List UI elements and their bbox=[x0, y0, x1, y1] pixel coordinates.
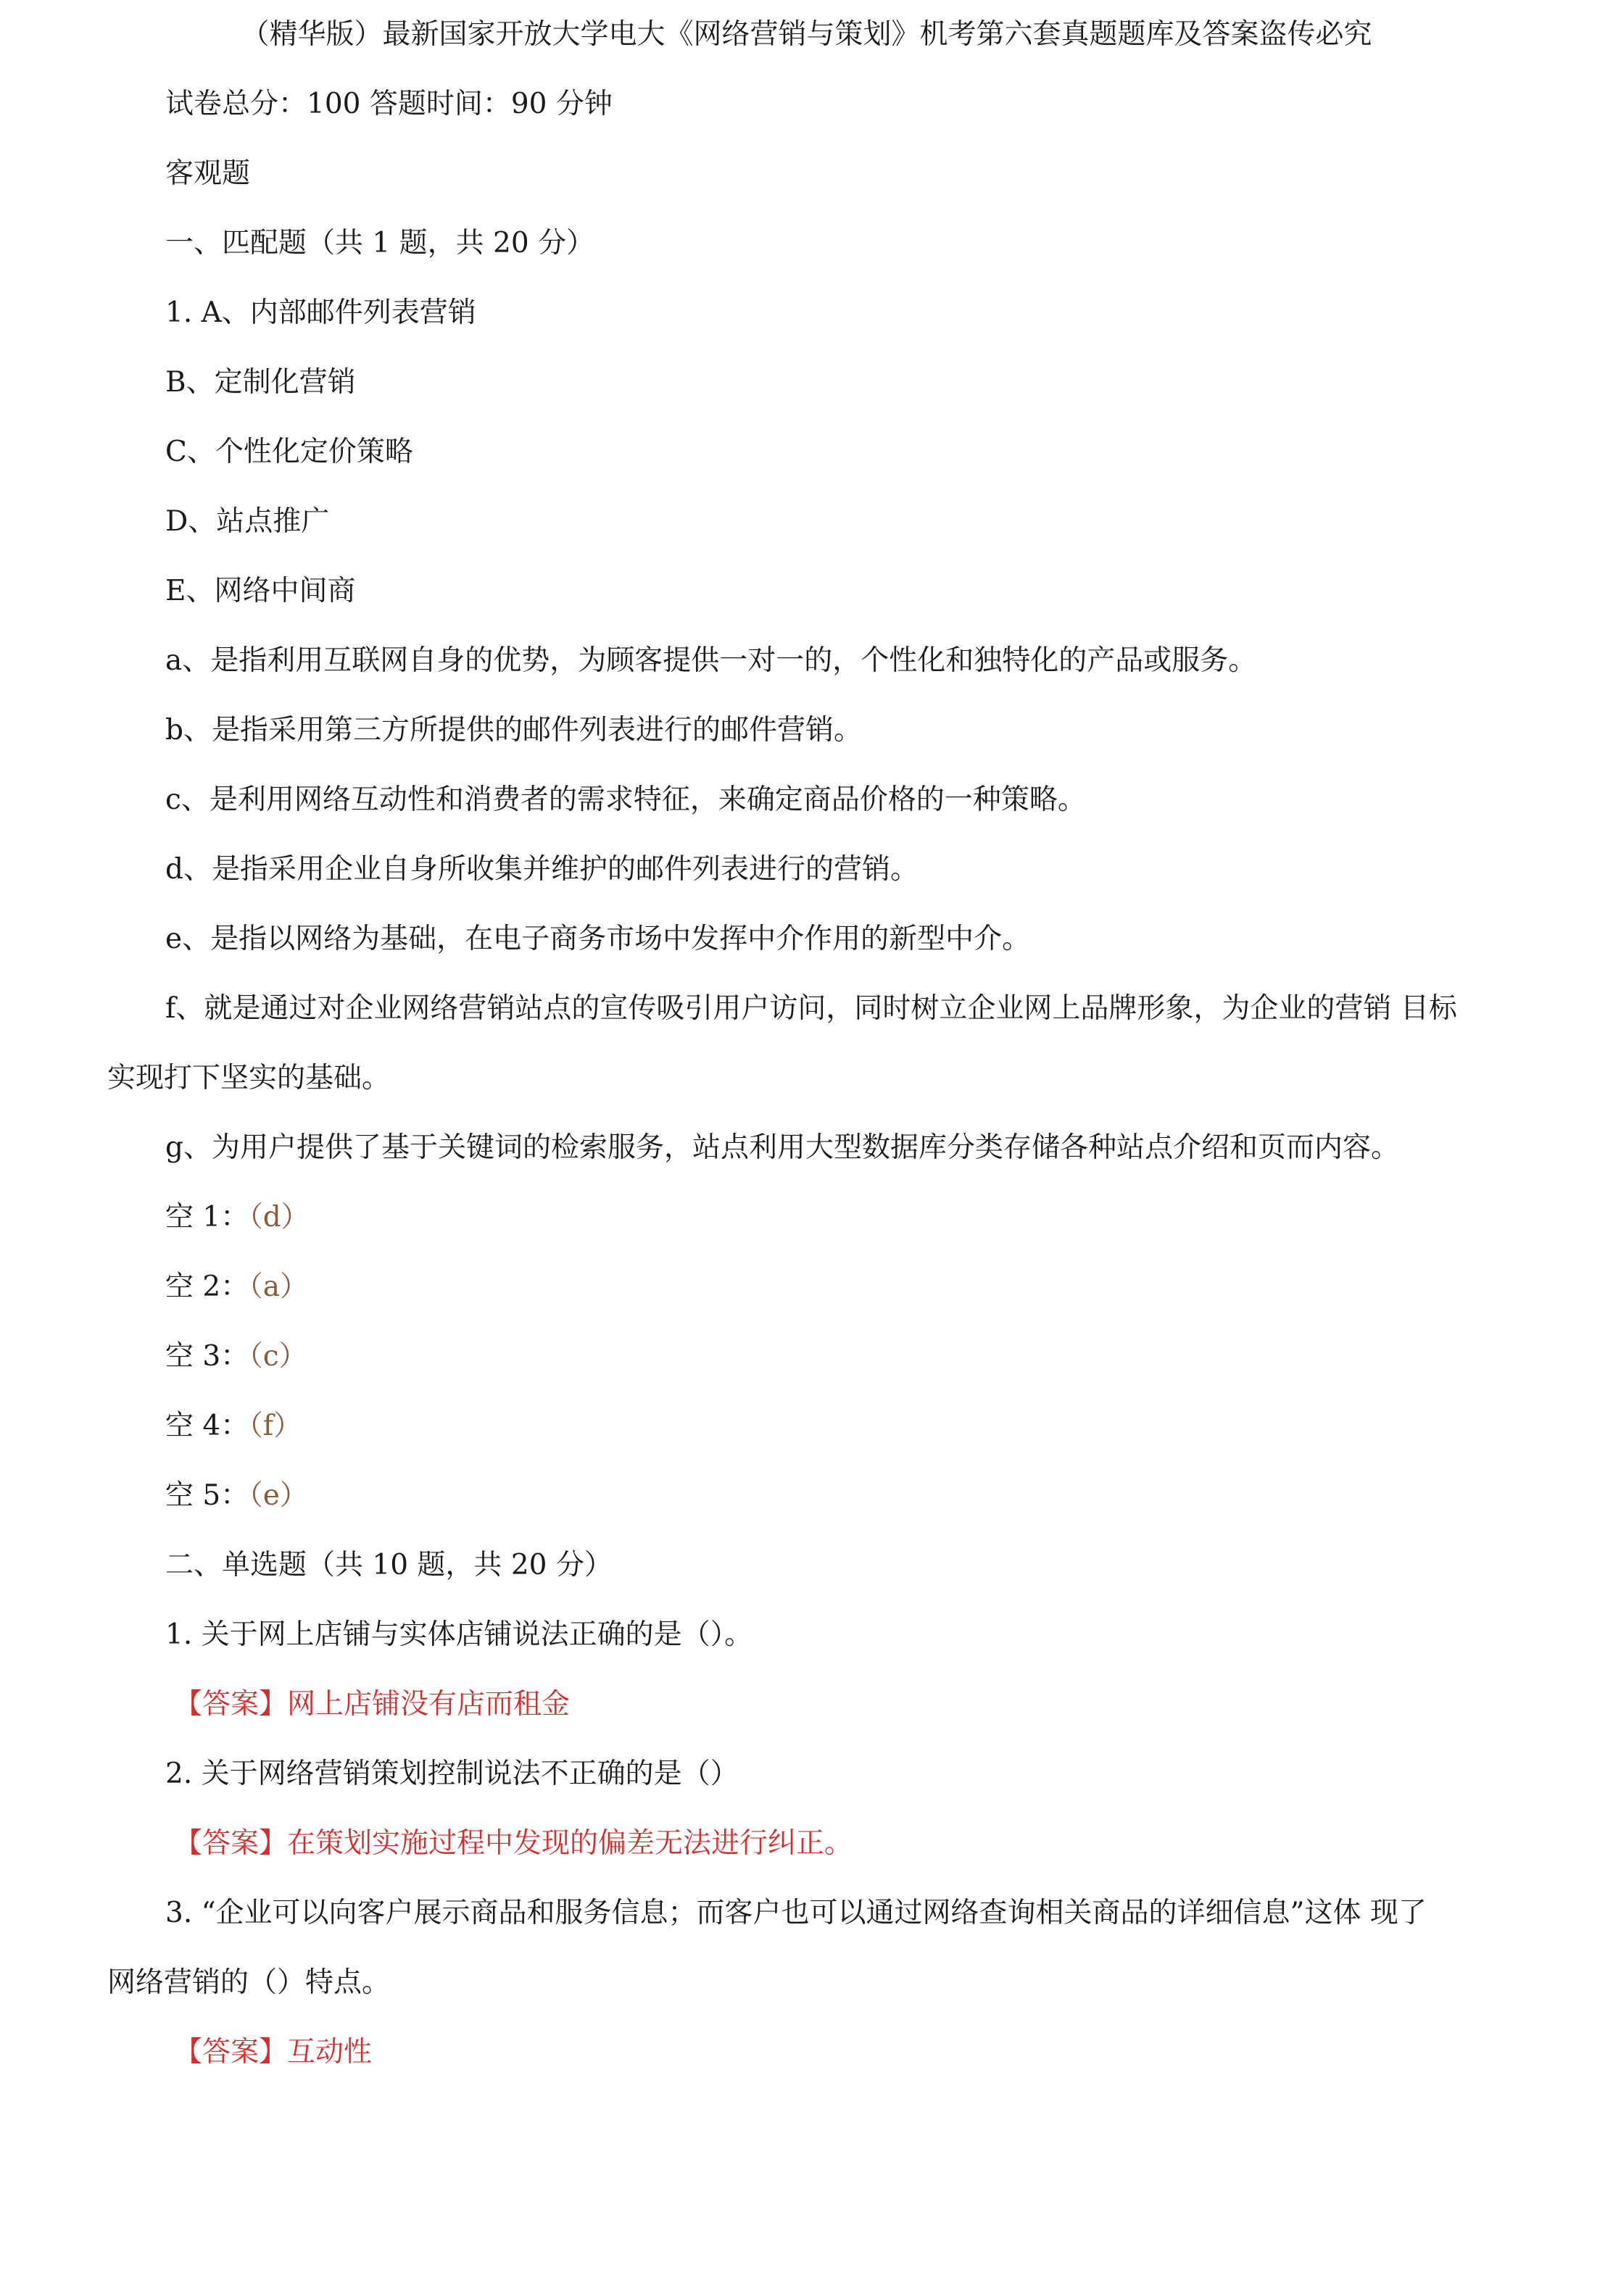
blank-4 bbox=[165, 1405, 302, 1448]
blank-label: 空 4： bbox=[165, 1410, 249, 1442]
blank-3 bbox=[165, 1335, 307, 1378]
match-option-e: E、网络中间商 bbox=[165, 575, 356, 607]
definition-e: e、是指以网络为基础，在电子商务市场中发挥中介作用的新型中介。 bbox=[165, 923, 1031, 955]
match-option-a: 1. A、内部邮件列表营销 bbox=[165, 296, 476, 329]
match-option-b: B、定制化营销 bbox=[165, 366, 356, 399]
answer-tag: 【答案】 bbox=[174, 2036, 288, 2068]
answer-3 bbox=[174, 2031, 372, 2074]
definition-g: g、为用户提供了基于关键词的检索服务，站点利用大型数据库分类存储各种站点介绍和页而内容。 bbox=[165, 1131, 1399, 1164]
definition-f-line1: f、就是通过对企业网络营销站点的宣传吸引用户访问，同时树立企业网上品牌形象，为企业的营销 目标 bbox=[165, 992, 1457, 1025]
exam-info: 试卷总分：100 答题时间：90 分钟 bbox=[165, 88, 613, 120]
blank-answer: （e） bbox=[249, 1479, 308, 1512]
blank-label: 空 2： bbox=[165, 1270, 249, 1303]
definition-c: c、是利用网络互动性和消费者的需求特征，来确定商品价格的一种策略。 bbox=[165, 783, 1086, 816]
blank-1 bbox=[165, 1196, 310, 1239]
section2-heading: 二、单选题（共 10 题，共 20 分） bbox=[165, 1549, 613, 1581]
blank-label: 空 3： bbox=[165, 1340, 249, 1373]
blank-label: 空 1： bbox=[165, 1201, 249, 1234]
blank-label: 空 5： bbox=[165, 1479, 249, 1512]
document-title: （精华版）最新国家开放大学电大《网络营销与策划》机考第六套真题题库及答案盗传必究 bbox=[241, 18, 1372, 51]
category-label: 客观题 bbox=[165, 157, 251, 190]
blank-5 bbox=[165, 1474, 308, 1518]
blank-answer: （c） bbox=[249, 1340, 307, 1373]
question-2: 2. 关于网络营销策划控制说法不正确的是（） bbox=[165, 1758, 739, 1790]
blank-answer: （d） bbox=[249, 1201, 310, 1234]
question-3-line2: 网络营销的（）特点。 bbox=[107, 1966, 391, 1999]
definition-b: b、是指采用第三方所提供的邮件列表进行的邮件营销。 bbox=[165, 714, 862, 746]
answer-tag: 【答案】 bbox=[174, 1688, 288, 1721]
definition-f-line2: 实现打下坚实的基础。 bbox=[107, 1062, 391, 1094]
answer-text: 互动性 bbox=[287, 2036, 373, 2068]
match-option-c: C、个性化定价策略 bbox=[165, 436, 413, 468]
answer-tag: 【答案】 bbox=[174, 1827, 288, 1860]
question-1: 1. 关于网上店铺与实体店铺说法正确的是（）。 bbox=[165, 1618, 753, 1651]
question-3-line1: 3. “企业可以向客户展示商品和服务信息；而客户也可以通过网络查询相关商品的详细信息”这体 现了 bbox=[165, 1897, 1427, 1929]
definition-d: d、是指采用企业自身所收集并维护的邮件列表进行的营销。 bbox=[165, 853, 919, 886]
blank-answer: （f） bbox=[249, 1410, 302, 1442]
match-option-d: D、站点推广 bbox=[165, 505, 330, 538]
answer-text: 网上店铺没有店而租金 bbox=[287, 1688, 571, 1721]
blank-answer: （a） bbox=[249, 1270, 308, 1303]
answer-1 bbox=[174, 1683, 570, 1726]
answer-2 bbox=[174, 1822, 853, 1865]
answer-text: 在策划实施过程中发现的偏差无法进行纠正。 bbox=[287, 1827, 853, 1860]
section1-heading: 一、匹配题（共 1 题，共 20 分） bbox=[165, 227, 595, 259]
blank-2 bbox=[165, 1265, 308, 1309]
definition-a: a、是指利用互联网自身的优势，为顾客提供一对一的，个性化和独特化的产品或服务。 bbox=[165, 644, 1257, 677]
